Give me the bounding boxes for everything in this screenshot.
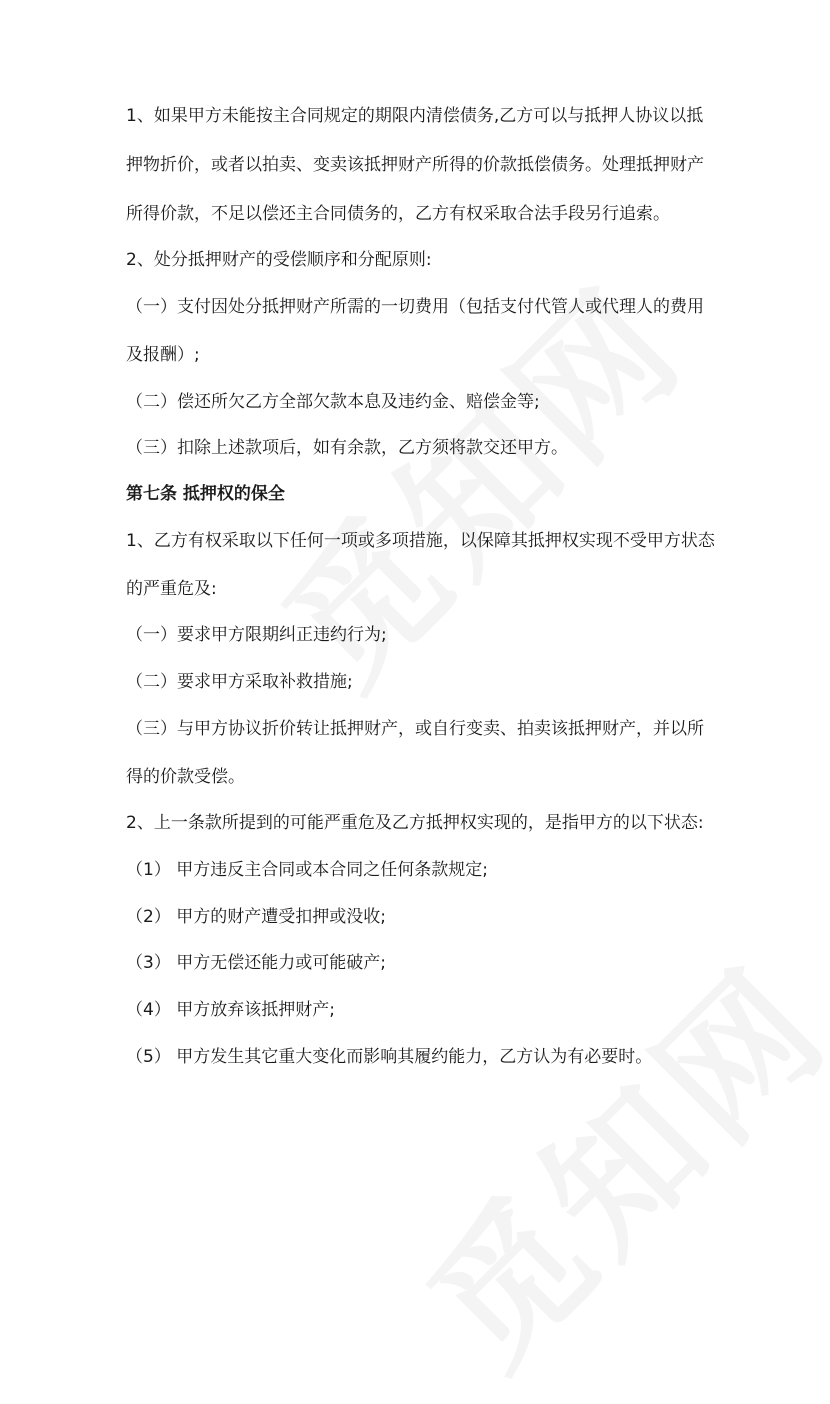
paragraph-line: （一）要求甲方限期纠正违约行为; (126, 625, 387, 645)
paragraph-line: 及报酬）; (126, 345, 200, 365)
list-item: （2） 甲方的财产遭受扣押或没收; (126, 907, 386, 927)
paragraph-line: （三）扣除上述款项后，如有余款，乙方须将款交还甲方。 (126, 438, 568, 458)
paragraph-line: （三）与甲方协议折价转让抵押财产，或自行变卖、拍卖该抵押财产，并以所 (126, 719, 704, 739)
paragraph-line: 的严重危及: (126, 579, 217, 599)
paragraph-line: 2、上一条款所提到的可能严重危及乙方抵押权实现的，是指甲方的以下状态: (126, 813, 704, 833)
paragraph-line: （二）偿还所欠乙方全部欠款本息及违约金、赔偿金等; (126, 392, 540, 412)
paragraph-line: 得的价款受偿。 (126, 767, 245, 787)
list-item: （3） 甲方无偿还能力或可能破产; (126, 953, 386, 973)
list-item: （4） 甲方放弃该抵押财产; (126, 1000, 335, 1020)
paragraph-line: （二）要求甲方采取补救措施; (126, 672, 353, 692)
watermark (374, 912, 830, 1404)
paragraph-line: 1、如果甲方未能按主合同规定的期限内清偿债务,乙方可以与抵押人协议以抵 (126, 106, 704, 126)
list-item: （1） 甲方违反主合同或本合同之任何条款规定; (126, 860, 488, 880)
list-item: （5） 甲方发生其它重大变化而影响其履约能力，乙方认为有必要时。 (126, 1047, 653, 1067)
paragraph-line: 2、处分抵押财产的受偿顺序和分配原则: (126, 250, 432, 270)
paragraph-line: 所得价款，不足以偿还主合同债务的，乙方有权采取合法手段另行追索。 (126, 204, 670, 224)
paragraph-line: （一）支付因处分抵押财产所需的一切费用（包括支付代管人或代理人的费用 (126, 297, 704, 317)
paragraph-line: 押物折价，或者以拍卖、变卖该抵押财产所得的价款抵偿债务。处理抵押财产 (126, 155, 704, 175)
section-heading: 第七条 抵押权的保全 (126, 484, 285, 504)
paragraph-line: 1、乙方有权采取以下任何一项或多项措施，以保障其抵押权实现不受甲方状态 (126, 531, 715, 551)
